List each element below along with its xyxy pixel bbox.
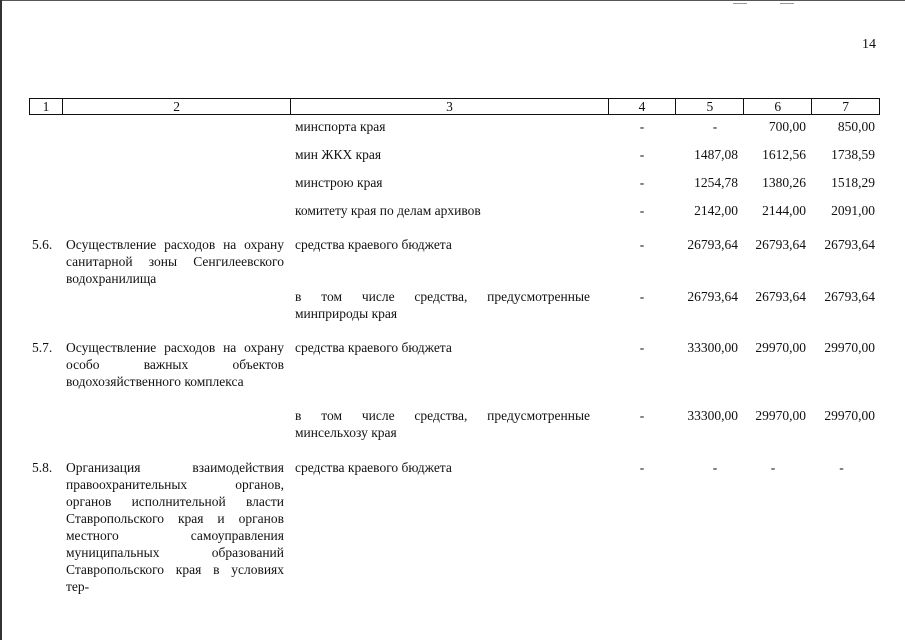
- header-col-6: 6: [744, 99, 812, 114]
- scan-mark: [780, 3, 794, 4]
- col7-value: 29970,00: [824, 408, 875, 423]
- funding-source: минспорта края: [295, 119, 386, 134]
- funding-source: средства краевого бюджета: [295, 340, 452, 355]
- header-col-2: 2: [63, 99, 291, 114]
- page-number: 14: [862, 37, 876, 52]
- item-description: Организация взаимодействия правоохранительных органов, органов исполнительной власти Ставропольского края и органов местного самоуправления муниципальных образований Ставропольского края в условиях тер-: [66, 460, 284, 594]
- col6-value: 1612,56: [762, 147, 806, 162]
- item-number: 5.6.: [32, 237, 53, 252]
- col7-value: 850,00: [837, 119, 875, 134]
- col7-value: 1738,59: [831, 147, 875, 162]
- col7-value: 1518,29: [831, 175, 875, 190]
- col6-value: 1380,26: [762, 175, 806, 190]
- col5-value: 33300,00: [687, 340, 738, 355]
- col5-value: 26793,64: [687, 237, 738, 252]
- col6-value: 29970,00: [755, 340, 806, 355]
- scan-mark: [733, 3, 747, 4]
- col6-value: -: [770, 460, 776, 475]
- scan-edge-top: [0, 0, 905, 1]
- item-number: 5.7.: [32, 340, 53, 355]
- col4-value: -: [639, 237, 645, 252]
- header-col-4: 4: [609, 99, 677, 114]
- header-col-7: 7: [842, 99, 849, 114]
- funding-source: минстрою края: [295, 175, 383, 190]
- col5-value: 2142,00: [694, 203, 738, 218]
- funding-source: средства краевого бюджета: [295, 460, 452, 475]
- item-description: Осуществление расходов на охрану санитарной зоны Сенгилеевского водохранилища: [66, 237, 284, 286]
- header-col-1: 1: [30, 99, 63, 114]
- col4-value: -: [639, 340, 645, 355]
- col5-value: 33300,00: [687, 408, 738, 423]
- item-number: 5.8.: [32, 460, 53, 475]
- col7-value: 26793,64: [824, 237, 875, 252]
- col5-value: 26793,64: [687, 289, 738, 304]
- col7-value: 29970,00: [824, 340, 875, 355]
- col7-value: 2091,00: [831, 203, 875, 218]
- col5-value: 1254,78: [694, 175, 738, 190]
- col7-value: 26793,64: [824, 289, 875, 304]
- funding-source: средства краевого бюджета: [295, 237, 452, 252]
- header-col-5: 5: [676, 99, 744, 114]
- col6-value: 2144,00: [762, 203, 806, 218]
- col5-value: -: [712, 460, 718, 475]
- col6-value: 26793,64: [755, 289, 806, 304]
- col4-value: -: [639, 408, 645, 423]
- scan-edge-left: [0, 0, 2, 640]
- col5-value: 1487,08: [694, 147, 738, 162]
- funding-source: в том числе средства, предусмотренные минсельхозу края: [295, 408, 590, 440]
- col4-value: -: [639, 175, 645, 190]
- col4-value: -: [639, 460, 645, 475]
- col4-value: -: [639, 289, 645, 304]
- funding-source: мин ЖКХ края: [295, 147, 382, 162]
- column-number-header: [29, 98, 880, 115]
- col4-value: -: [639, 119, 645, 134]
- col5-value: -: [712, 119, 718, 134]
- col4-value: -: [639, 147, 645, 162]
- col6-value: 26793,64: [755, 237, 806, 252]
- funding-source: в том числе средства, предусмотренные минприроды края: [295, 289, 590, 321]
- col4-value: -: [639, 203, 645, 218]
- item-description: Осуществление расходов на охрану особо важных объектов водохозяйственного комплекса: [66, 340, 284, 389]
- header-col-3: 3: [291, 99, 608, 114]
- col6-value: 29970,00: [755, 408, 806, 423]
- col7-value: -: [839, 460, 844, 475]
- col6-value: 700,00: [768, 119, 806, 134]
- funding-source: комитету края по делам архивов: [295, 203, 481, 218]
